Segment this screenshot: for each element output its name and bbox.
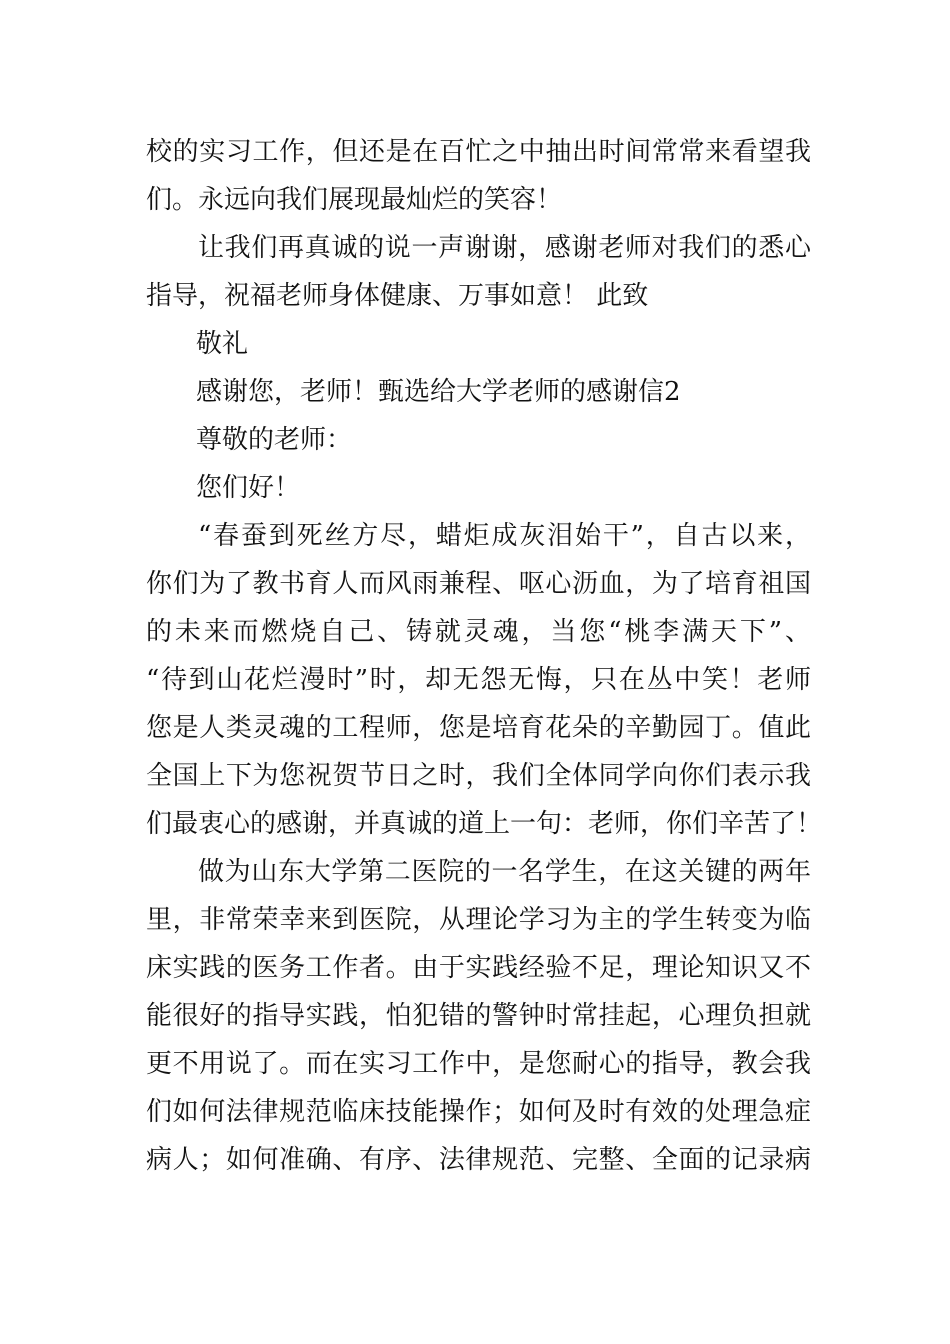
text-line-4: 指导，祝福老师身体健康、万事如意！ 此致 (146, 281, 649, 311)
text-line-14: 全国上下为您祝贺节日之时，我们全体同学向你们表示我 (146, 761, 811, 791)
text-line-1: 校的实习工作，但还是在百忙之中抽出时间常常来看望我 (146, 137, 811, 167)
text-line-17: 里，非常荣幸来到医院，从理论学习为主的学生转变为临 (146, 905, 811, 935)
text-line-22: 病人；如何准确、有序、法律规范、完整、全面的记录病 (146, 1145, 811, 1175)
text-line-20: 更不用说了。而在实习工作中，是您耐心的指导，教会我 (146, 1049, 811, 1079)
text-line-11: 的未来而燃烧自己、铸就灵魂，当您“桃李满天下”、 (146, 617, 811, 647)
text-line-13: 您是人类灵魂的工程师，您是培育花朵的辛勤园丁。值此 (146, 713, 811, 743)
document-body (146, 128, 823, 1184)
text-line-8: 您们好！ (196, 473, 301, 503)
text-line-16: 做为山东大学第二医院的一名学生，在这关键的两年 (198, 857, 811, 887)
text-line-18: 床实践的医务工作者。由于实践经验不足，理论知识又不 (146, 953, 811, 983)
text-line-2: 们。永远向我们展现最灿烂的笑容！ (146, 185, 563, 215)
text-line-15: 们最衷心的感谢，并真诚的道上一句：老师，你们辛苦了！ (146, 809, 823, 839)
text-line-21: 们如何法律规范临床技能操作；如何及时有效的处理急症 (146, 1097, 811, 1127)
text-line-9: “春蚕到死丝方尽，蜡炬成灰泪始干”，自古以来， (198, 521, 811, 551)
text-line-6: 感谢您，老师！甄选给大学老师的感谢信2 (196, 377, 681, 407)
text-line-3: 让我们再真诚的说一声谢谢，感谢老师对我们的悉心 (198, 233, 811, 263)
text-line-10: 你们为了教书育人而风雨兼程、呕心沥血，为了培育祖国 (146, 569, 811, 599)
text-line-19: 能很好的指导实践，怕犯错的警钟时常挂起，心理负担就 (146, 1001, 811, 1031)
text-line-5: 敬礼 (196, 329, 249, 359)
text-line-12: “待到山花烂漫时”时，却无怨无悔，只在丛中笑！老师 (146, 665, 811, 695)
text-line-7: 尊敬的老师： (196, 425, 353, 455)
